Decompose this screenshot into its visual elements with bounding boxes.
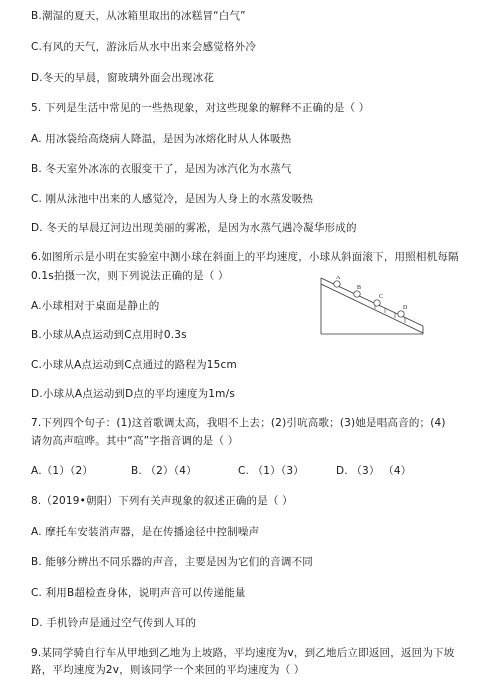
option-line: B.潮湿的夏天，从冰箱里取出的冰糕冒“白气” [31, 10, 246, 22]
option-line: C. 利用B超检查身体，说明声音可以传递能量 [31, 587, 246, 599]
option-line: D. 冬天的早晨辽河边出现美丽的雾凇，是因为水蒸气遇冷凝华形成的 [31, 222, 357, 234]
question-7-stem: 7.下列四个句子：(1)这首歌调太高，我唱不上去；(2)引吭高歌；(3)她是唱高音的；(4) [31, 417, 446, 429]
ball-c [374, 300, 380, 306]
q7-option-d: D. （3） （4） [336, 465, 412, 477]
option-line: A.小球相对于桌面是静止的 [31, 300, 160, 312]
option-line: C. 刚从泳池中出来的人感觉冷，是因为人身上的水蒸发吸热 [31, 193, 314, 205]
question-9-stem: 9.某同学骑自行车从甲地到乙地为上坡路，平均速度为v，到乙地后立即返回，返回为下坡 [31, 647, 455, 659]
option-line: C.有风的天气，游泳后从水中出来会感觉格外冷 [31, 41, 257, 53]
ball-a [334, 281, 340, 287]
option-line: D.冬天的早晨，窗玻璃外面会出现冰花 [31, 72, 215, 84]
option-line: D.小球从A点运动到D点的平均速度为1m/s [31, 388, 236, 400]
ball-d [398, 311, 404, 317]
option-line: D. 手机铃声是通过空气传到人耳的 [31, 617, 197, 629]
ball-marks [334, 281, 404, 317]
question-8-stem: 8.（2019•朝阳）下列有关声现象的叙述正确的是（ ） [31, 495, 293, 507]
question-6-stem-cont: 0.1s拍摄一次，则下列说法正确的是（ ） [31, 270, 229, 282]
incline-ball-figure [317, 276, 425, 338]
label-d: D [403, 305, 408, 311]
option-line: B. 冬天室外冰冻的衣服变干了，是因为冰汽化为水蒸气 [31, 163, 292, 175]
label-a: A [336, 276, 341, 281]
question-7-stem-cont: 请勿高声喧哗。其中“高”字指音调的是（ ） [31, 435, 239, 447]
question-9-stem-cont: 路，平均速度为2v，则该同学一个来回的平均速度为（ ） [31, 664, 305, 676]
option-line: A. 摩托车安装消声器，是在传播途径中控制噪声 [31, 526, 260, 538]
q7-option-a: A.（1）（2） [31, 465, 94, 477]
ball-b [354, 291, 360, 297]
q7-option-b: B. （2）（4） [131, 465, 197, 477]
q7-option-c: C. （1）（3） [238, 465, 304, 477]
label-b: B [357, 285, 362, 291]
label-c: C [379, 294, 384, 300]
option-line: B.小球从A点运动到C点用时0.3s [31, 329, 187, 341]
question-5-stem: 5. 下列是生活中常见的一些热现象，对这些现象的解释不正确的是（ ） [31, 102, 370, 114]
option-line: A. 用冰袋给高烧病人降温，是因为冰熔化时从人体吸热 [31, 133, 292, 145]
option-line: C.小球从A点运动到C点通过的路程为15cm [31, 359, 237, 371]
question-6-stem: 6.如图所示是小明在实验室中测小球在斜面上的平均速度，小球从斜面滚下，用照相机每隔 [31, 251, 459, 263]
option-line: B. 能够分辨出不同乐器的声音，主要是因为它们的音调不同 [31, 556, 313, 568]
